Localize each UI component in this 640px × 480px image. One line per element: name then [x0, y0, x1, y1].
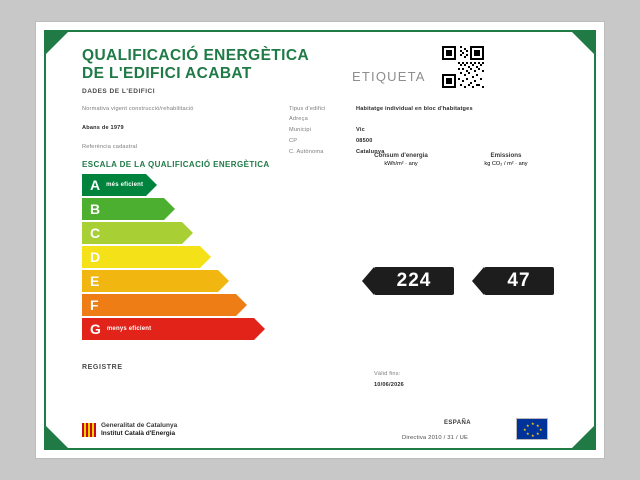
scale-letter-f: F [90, 297, 99, 313]
tipus-edifici-value: Habitatge individual en bloc d'habitatges [356, 106, 473, 112]
building-data-heading: DADES DE L'EDIFICI [82, 88, 156, 95]
scale-bar-f [82, 294, 236, 316]
scale-row-c [82, 222, 267, 244]
scale-row-e [82, 270, 267, 292]
scale-note-a: més eficient [106, 182, 144, 188]
scale-row-a [82, 174, 267, 196]
scale-bar-d [82, 246, 200, 268]
title-line-1: QUALIFICACIÓ ENERGÈTICA [82, 47, 310, 64]
scale-arrow-d [200, 246, 211, 268]
scale-arrow-g [254, 318, 265, 340]
adreca-label: Adreça [289, 116, 308, 122]
scale-bar-c [82, 222, 182, 244]
energy-badge-tip [362, 267, 374, 295]
cp-value: 08500 [356, 138, 373, 144]
energy-indicator-title: Consum d'energia [374, 152, 428, 159]
title-line-2: DE L'EDIFICI ACABAT [82, 65, 252, 82]
scale-arrow-b [164, 198, 175, 220]
scale-letter-a: A [90, 177, 101, 193]
scale-letter-g: G [90, 321, 101, 337]
energy-certificate-document [36, 22, 604, 458]
scale-letter-b: B [90, 201, 101, 217]
energy-indicator-units: kWh/m² · any [384, 161, 418, 167]
normativa-value: Abans de 1979 [82, 125, 124, 131]
emissions-indicator-units: kg CO₂ / m² · any [484, 161, 528, 167]
comunitat-autonoma-label: C. Autònoma [289, 149, 324, 155]
scale-letter-c: C [90, 225, 101, 241]
energy-consumption-value: 224 [396, 270, 432, 291]
eu-flag-icon [516, 418, 548, 440]
scale-row-g [82, 318, 267, 340]
tipus-edifici-label: Tipus d'edifici [289, 106, 326, 112]
normativa-label: Normativa vigent construcció/rehabilitació [82, 106, 194, 112]
scale-bar-b [82, 198, 164, 220]
cp-label: CP [289, 138, 298, 144]
energy-scale-bars [82, 174, 267, 342]
emissions-badge [484, 267, 554, 295]
country-label: ESPAÑA [444, 420, 471, 426]
valid-until-label: Vàlid fins: [374, 371, 401, 377]
scale-arrow-a [146, 174, 157, 196]
valid-until-value: 10/06/2026 [374, 382, 404, 388]
referencia-cadastral-label: Referència cadastral [82, 144, 138, 150]
etiqueta-label: ETIQUETA [352, 69, 426, 84]
directive-label: Directiva 2010 / 31 / UE [402, 435, 469, 441]
emissions-indicator-title: Emissions [490, 152, 522, 159]
scale-row-b [82, 198, 267, 220]
corner-decoration-bottom-right [570, 424, 596, 450]
catalonia-flag-icon [82, 423, 96, 437]
scale-row-d [82, 246, 267, 268]
scale-arrow-f [236, 294, 247, 316]
energy-consumption-badge [374, 267, 454, 295]
scale-heading: ESCALA DE LA QUALIFICACIÓ ENERGÈTICA [82, 160, 270, 169]
municipi-value: Vic [356, 127, 365, 133]
generalitat-line-1: Generalitat de Catalunya [101, 422, 178, 429]
scale-row-f [82, 294, 267, 316]
generalitat-logo [82, 422, 177, 438]
generalitat-line-2: Institut Català d'Energia [101, 430, 176, 437]
energy-indicator-header [356, 152, 446, 168]
scale-note-g: menys eficient [106, 326, 152, 332]
scale-letter-d: D [90, 249, 101, 265]
scale-bar-a [82, 174, 146, 196]
scale-arrow-c [182, 222, 193, 244]
corner-decoration-top-left [44, 30, 70, 56]
emissions-badge-tip [472, 267, 484, 295]
emissions-indicator-header [461, 152, 551, 168]
comunitat-autonoma-value: Catalunya [356, 149, 385, 155]
scale-bar-e [82, 270, 218, 292]
municipi-label: Municipi [289, 127, 312, 133]
emissions-value: 47 [507, 270, 531, 291]
registry-heading: REGISTRE [82, 364, 123, 371]
document-title [82, 48, 309, 81]
scale-letter-e: E [90, 273, 100, 289]
scale-bar-g [82, 318, 254, 340]
corner-decoration-bottom-left [44, 424, 70, 450]
eu-flag-stars: ★ ★ ★ ★ ★ ★ ★ ★ [523, 421, 543, 438]
corner-decoration-top-right [570, 30, 596, 56]
scale-arrow-e [218, 270, 229, 292]
qr-code-icon [442, 46, 484, 88]
